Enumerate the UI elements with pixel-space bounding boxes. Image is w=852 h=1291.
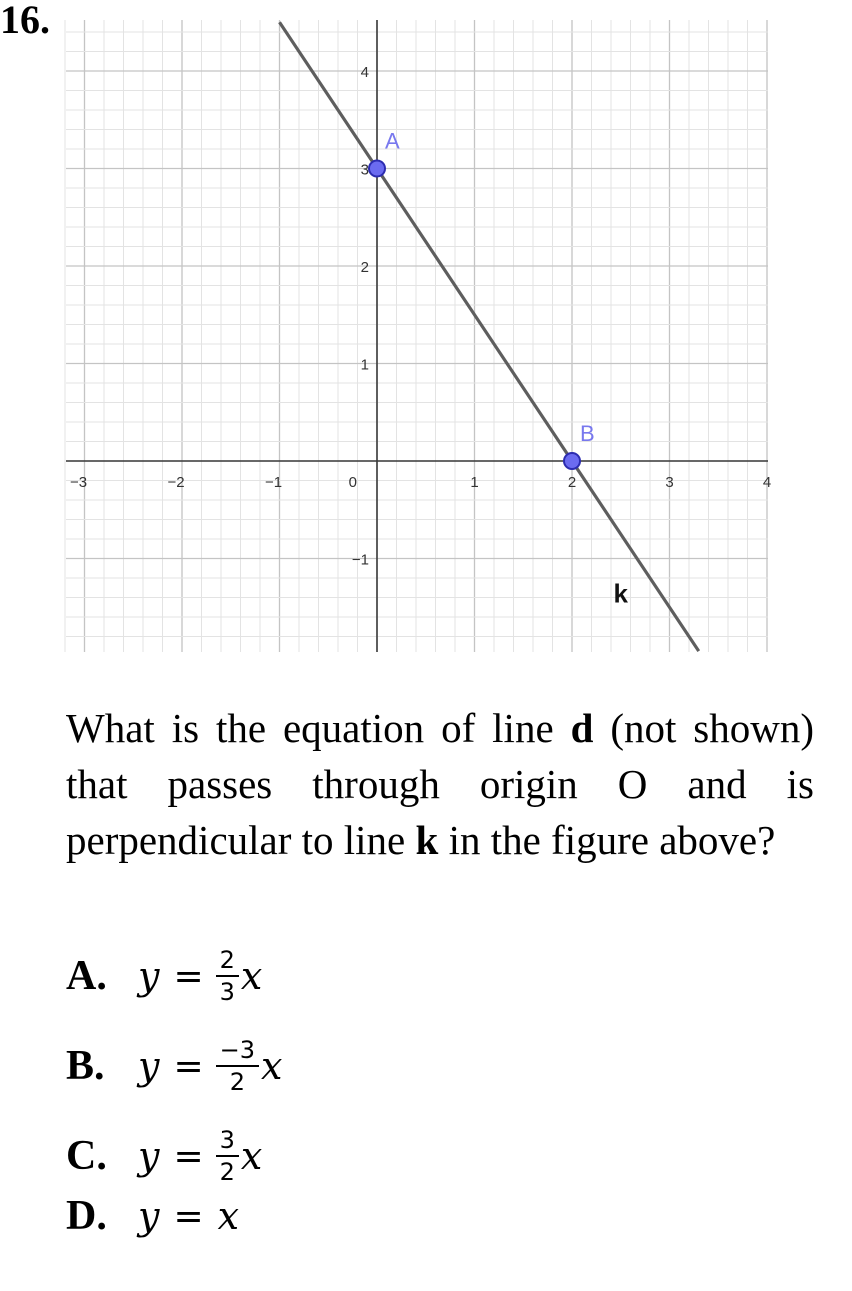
choice-letter: A. <box>66 953 107 999</box>
choice-b[interactable]: B. y = $\frac{-3}{2}$ x <box>66 1036 283 1096</box>
question-number: 16. <box>0 0 50 42</box>
choice-letter: D. <box>66 1193 107 1239</box>
points <box>369 129 595 470</box>
choice-d[interactable]: D. y = x <box>66 1193 240 1239</box>
x-tick-label: 2 <box>567 474 577 491</box>
point-B-label: B <box>580 421 595 446</box>
x-tick-label: −3 <box>69 474 88 491</box>
fraction: $\frac{-3}{2}$ <box>218 1035 257 1097</box>
grid <box>65 20 768 652</box>
y-tick-label: 4 <box>360 64 369 81</box>
choice-a[interactable]: A. y = $\frac{2}{3}$ x <box>66 946 263 1006</box>
tick-labels <box>70 64 771 569</box>
choice-letter: B. <box>66 1043 105 1089</box>
point-A <box>369 161 385 177</box>
point-A-label: A <box>385 128 400 154</box>
choice-letter: C. <box>66 1133 107 1179</box>
fraction: $\frac{3}{2}$ <box>218 1125 237 1187</box>
y-tick-label: 2 <box>360 259 369 276</box>
axes <box>66 20 768 652</box>
x-tick-label: −1 <box>264 474 283 491</box>
line-k-name: k <box>415 817 439 863</box>
x-tick-label: 3 <box>665 474 674 491</box>
y-tick-label: −1 <box>351 551 369 569</box>
x-tick-label: 0 <box>348 474 357 491</box>
x-tick-label: 1 <box>470 474 479 491</box>
line-d-name: d <box>570 705 594 751</box>
y-tick-label: 3 <box>360 161 369 179</box>
x-tick-label: 4 <box>762 474 772 491</box>
x-tick-label: −2 <box>167 474 185 491</box>
lines <box>280 22 699 651</box>
line-k <box>280 22 699 651</box>
fraction: $\frac{2}{3}$ <box>218 945 237 1007</box>
line-k-label: k <box>613 578 628 609</box>
choice-c[interactable]: C. y = $\frac{3}{2}$ x <box>66 1126 263 1186</box>
question-text: What is the equation of line d (not shown) that passes through origin O and is perpendicular to line k in the figure above? <box>66 705 814 863</box>
point-B <box>564 453 580 469</box>
y-tick-label: 1 <box>360 356 369 374</box>
